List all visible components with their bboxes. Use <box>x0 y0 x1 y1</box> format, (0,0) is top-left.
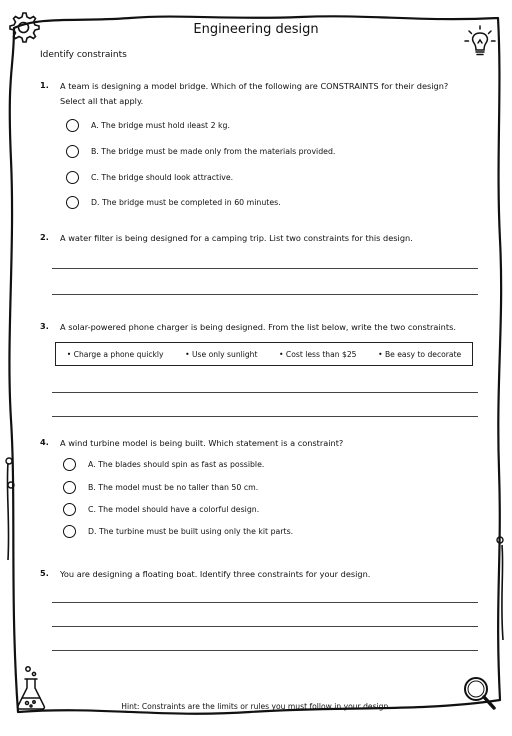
radio-circle[interactable] <box>63 525 76 538</box>
radio-circle[interactable] <box>66 196 79 209</box>
constraint-options-box <box>55 342 473 366</box>
question-1-number: 1. <box>40 80 49 90</box>
question-1-option-b[interactable] <box>66 145 335 158</box>
list-item: • Use only sunlight <box>185 349 258 359</box>
question-4-option-d[interactable] <box>63 525 293 538</box>
option-label: C. The bridge should look attractive. <box>91 173 234 182</box>
radio-circle[interactable] <box>66 171 79 184</box>
question-4-text: A wind turbine model is being built. Which statement is a constraint? <box>60 438 344 448</box>
radio-circle[interactable] <box>66 145 79 158</box>
answer-line[interactable] <box>52 602 478 603</box>
question-1-text-line2: Select all that apply. <box>60 96 144 106</box>
page-title: Engineering design <box>193 22 319 37</box>
radio-circle[interactable] <box>66 119 79 132</box>
list-item: • Cost less than $25 <box>279 349 357 359</box>
option-label: A. The blades should spin as fast as possible. <box>88 460 265 469</box>
option-label: D. The bridge must be completed in 60 minutes. <box>91 198 281 207</box>
radio-circle[interactable] <box>63 503 76 516</box>
question-3-text: A solar-powered phone charger is being designed. From the list below, write the two constraints. <box>60 322 456 332</box>
question-5-text: You are designing a floating boat. Identify three constraints for your design. <box>60 569 371 579</box>
answer-line[interactable] <box>52 626 478 627</box>
question-4-number: 4. <box>40 437 49 447</box>
question-2-number: 2. <box>40 232 49 242</box>
question-1-option-a[interactable] <box>66 119 230 132</box>
hint-text: Hint: Constraints are the limits or rules you must follow in your design. <box>121 702 391 711</box>
question-4-option-b[interactable] <box>63 481 258 494</box>
question-1-option-c[interactable] <box>66 171 233 184</box>
option-label: B. The bridge must be made only from the materials provided. <box>91 147 336 156</box>
page-subtitle: Identify constraints <box>40 50 127 60</box>
question-5-number: 5. <box>40 568 49 578</box>
answer-line[interactable] <box>52 268 478 269</box>
list-item: • Be easy to decorate <box>378 349 462 359</box>
option-label: A. The bridge must hold ıleast 2 kg. <box>91 121 230 130</box>
radio-circle[interactable] <box>63 458 76 471</box>
radio-circle[interactable] <box>63 481 76 494</box>
question-4-option-a[interactable] <box>63 458 264 471</box>
question-2-text: A water filter is being designed for a camping trip. List two constraints for this design. <box>60 233 413 243</box>
option-label: B. The model must be no taller than 50 cm. <box>88 483 259 492</box>
question-3-number: 3. <box>40 321 49 331</box>
question-1-text-line1: A team is designing a model bridge. Which of the following are CONSTRAINTS for their design? <box>60 81 449 91</box>
answer-line[interactable] <box>52 416 478 417</box>
option-label: D. The turbine must be built using only the kit parts. <box>88 527 294 536</box>
question-1-option-d[interactable] <box>66 196 281 209</box>
answer-line[interactable] <box>52 392 478 393</box>
answer-line[interactable] <box>52 650 478 651</box>
list-item: • Charge a phone quickly <box>66 349 164 359</box>
option-label: C. The model should have a colorful design. <box>88 505 260 514</box>
question-4-option-c[interactable] <box>63 503 259 516</box>
answer-line[interactable] <box>52 294 478 295</box>
